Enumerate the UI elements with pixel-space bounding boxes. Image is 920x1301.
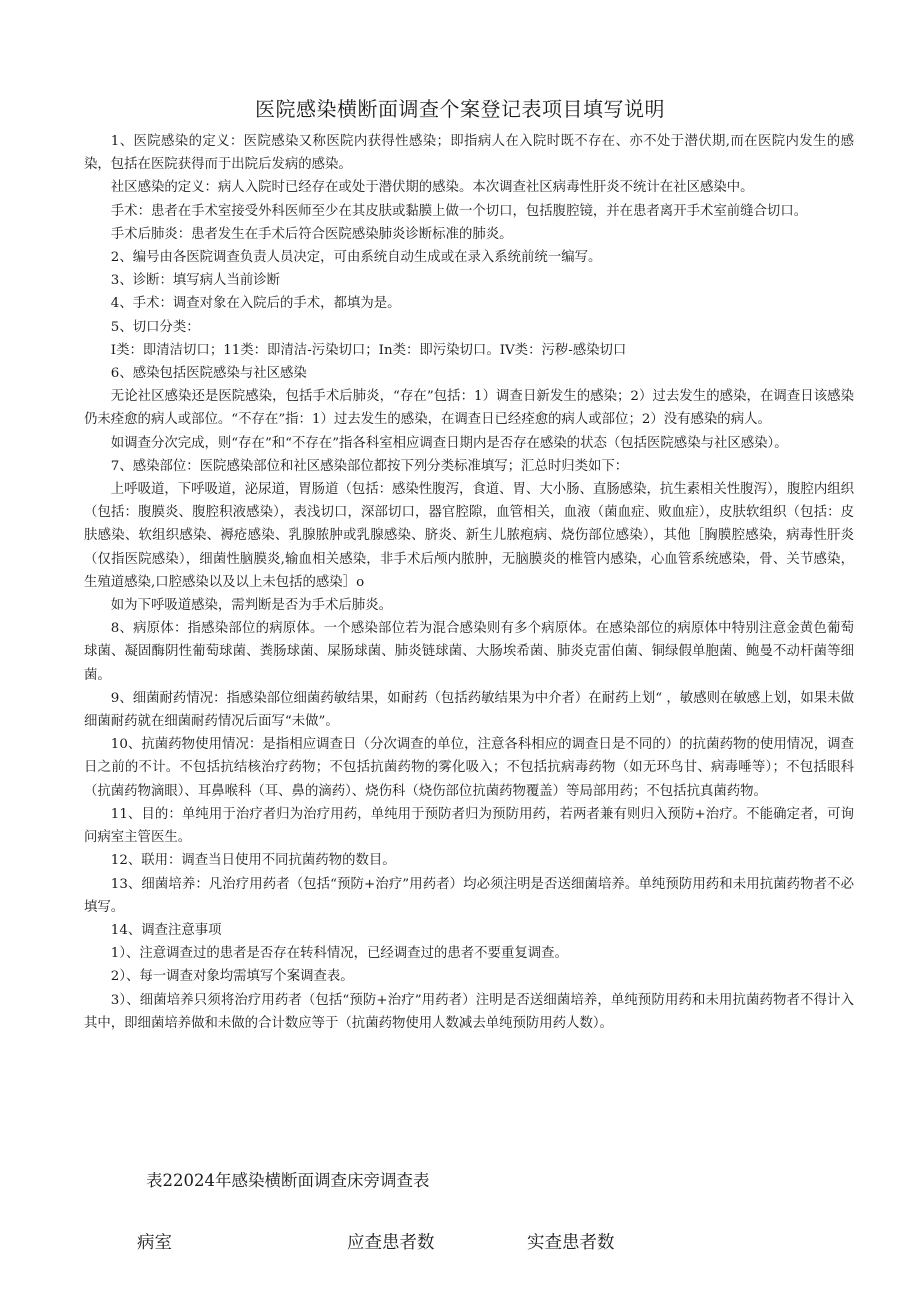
paragraph-18: 10、抗菌药物使用情况：是指相应调查日（分次调查的单位，注意各科相应的调查日是不同的）的抗菌药物的使用情况，调查日之前的不计。不包括抗结核治疗药物；不包括抗菌药物的雾化吸入；不包括抗病毒药物（如无环鸟甘、病毒唾等）；不包括眼科（抗菌药物滴眼）、耳鼻喉科（耳、鼻的滴药）、烧伤科（烧伤部位抗菌药物覆盖）等局部用药；不包括抗真菌药物。 — [84, 737, 854, 799]
paragraph-22: 14、调查注意事项 — [110, 922, 222, 938]
paragraph-5: 2、编号由各医院调查负责人员决定，可由系统自动生成或在录入系统前统一编写。 — [110, 250, 602, 266]
column-header-expected-patients: 应查患者数 — [347, 1233, 435, 1253]
paragraph-24: 2）、每一调查对象均需填写个案调查表。 — [110, 969, 354, 985]
paragraph-20: 12、联用：调查当日使用不同抗菌药物的数目。 — [110, 853, 396, 869]
paragraph-8: 5、切口分类： — [110, 319, 200, 335]
paragraph-23: 1）、注意调查过的患者是否存在转科情况，已经调查过的患者不要重复调查。 — [110, 946, 568, 962]
paragraph-7: 4、手术：调查对象在入院后的手术，都填为是。 — [110, 296, 401, 312]
paragraph-21: 13、细菌培养：凡治疗用药者（包括“预防+治疗”用药者）均必须注明是否送细菌培养。单纯预防用药和未用抗菌药物者不必填写。 — [84, 876, 854, 915]
paragraph-14: 上呼吸道，下呼吸道，泌尿道，胃肠道（包括：感染性腹泻，食道、胃、大小肠、直肠感染，抗生素相关性腹泻），腹腔内组织（包括：腹膜炎、腹腔积液感染），表浅切口，深部切口，器官腔隙，血管相关，血液（菌血症、败血症），皮肤软组织（包括：皮肤感染、软组织感染、褥疮感染、乳腺脓肿或乳腺感染、脐炎、新生儿脓疱病、烧伤部位感染），其他［胸膜腔感染，病毒性肝炎（仅指医院感染），细菌性脑膜炎,输血相关感染，非手术后颅内脓肿，无脑膜炎的椎管内感染，心血管系统感染，骨、关节感染，生殖道感染,口腔感染以及以上未包括的感染］o — [84, 482, 854, 590]
paragraph-16: 8、病原体：指感染部位的病原体。一个感染部位若为混合感染则有多个病原体。在感染部位的病原体中特别注意金黄色葡萄球菌、凝固酶阴性葡萄球菌、粪肠球菌、屎肠球菌、肺炎链球菌、大肠埃希菌、肺炎克雷伯菌、铜绿假单胞菌、鲍曼不动杆菌等细菌。 — [84, 621, 854, 683]
paragraph-15: 如为下呼吸道感染，需判断是否为手术后肺炎。 — [110, 598, 392, 614]
paragraph-12: 如调查分次完成，则“存在”和“不存在”指各科室相应调查日期内是否存在感染的状态（包括医院感染与社区感染）。 — [110, 435, 788, 451]
paragraph-19: 11、目的：单纯用于治疗者归为治疗用药，单纯用于预防者归为预防用药，若两者兼有则归入预防+治疗。不能确定者，可询问病室主管医生。 — [84, 806, 854, 846]
paragraph-9: I类：即清洁切口；11类：即清洁-污染切口；In类：即污染切口。IV类：污秽-感染切口 — [110, 342, 627, 358]
paragraph-4: 手术后肺炎：患者发生在手术后符合医院感染肺炎诊断标准的肺炎。 — [110, 226, 513, 242]
paragraph-11: 无论社区感染还是医院感染，包括手术后肺炎，“存在”包括：1）调查日新发生的感染；2）过去发生的感染，在调查日该感染仍未痊愈的病人或部位。“不存在”指：1）过去发生的感染，在调查日已经痊愈的病人或部位；2）没有感染的病人。 — [84, 389, 854, 428]
paragraph-6: 3、诊断：填写病人当前诊断 — [110, 273, 281, 289]
paragraph-2: 社区感染的定义：病人入院时已经存在或处于潜伏期的感染。本次调查社区病毒性肝炎不统计在社区感染中。 — [110, 180, 754, 196]
table-title: 表22024年感染横断面调查床旁调查表 — [146, 1171, 430, 1190]
paragraph-1: 1、医院感染的定义：医院感染又称医院内获得性感染；即指病人在入院时既不存在、亦不处于潜伏期,而在医院内发生的感染，包括在医院获得而于出院后发病的感染。 — [84, 134, 854, 173]
paragraph-3: 手术：患者在手术室接受外科医师至少在其皮肤或黏膜上做一个切口，包括腹腔镜，并在患者离开手术室前缝合切口。 — [110, 203, 808, 219]
paragraph-13: 7、感染部位：医院感染部位和社区感染部位都按下列分类标准填写；汇总时归类如下： — [110, 458, 629, 474]
document-body — [84, 130, 854, 1035]
column-header-actual-patients: 实查患者数 — [527, 1233, 615, 1253]
paragraph-17: 9、细菌耐药情况：指感染部位细菌药敏结果，如耐药（包括药敏结果为中介者）在耐药上划“ ，敏感则在敏感上划，如果未做细菌耐药就在细菌耐药情况后面写“未做”。 — [84, 690, 854, 730]
document-title: 医院感染横断面调查个案登记表项目填写说明 — [255, 97, 665, 121]
paragraph-10: 6、感染包括医院感染与社区感染 — [110, 366, 307, 382]
column-header-ward: 病室 — [137, 1233, 172, 1253]
paragraph-25: 3）、细菌培养只须将治疗用药者（包括“预防+治疗”用药者）注明是否送细菌培养，单纯预防用药和未用抗菌药物者不得计入其中，即细菌培养做和未做的合计数应等于（抗菌药物使用人数减去单纯预防用药人数）。 — [84, 992, 854, 1031]
